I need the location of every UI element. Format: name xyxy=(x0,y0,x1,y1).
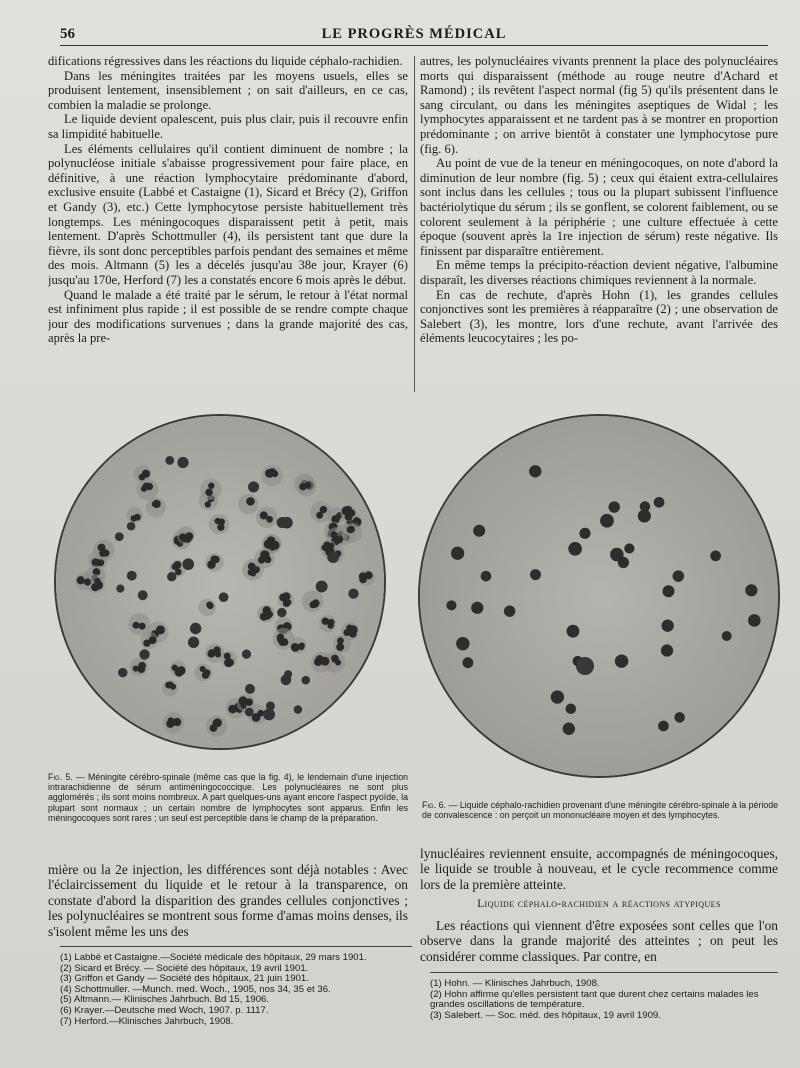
cell xyxy=(206,715,228,737)
section-heading: Liquide céphalo-rachidien a réactions atypiques xyxy=(477,898,721,910)
cell xyxy=(294,473,315,494)
cell xyxy=(75,572,93,590)
lymphocyte xyxy=(245,684,255,694)
cell xyxy=(163,712,184,733)
paragraph: Le liquide devient opalescent, puis plus clair, puis il recouvre enfin sa limpidité habituelle. xyxy=(48,112,408,141)
lymphocyte xyxy=(662,620,674,632)
figure-6-micrograph xyxy=(418,414,780,778)
left-column-lower xyxy=(48,862,408,938)
cell xyxy=(277,592,293,608)
lymphocyte xyxy=(600,514,614,528)
paragraph: Dans les méningites traitées par les moyens usuels, elles se produisent lentement, insensiblement ; on sait d'ailleurs, en ce cas, combien la maladie se prolonge. xyxy=(48,68,408,112)
paragraph: autres, les polynucléaires vivants prennent la place des polynucléaires morts qui disparaissent (méthode au rouge neutre d'Achard et Ramond) ; ils revêtent l'aspect normal (fig 5) qu'ils présentent dans le sang circulant, ou dans les méningites aseptiques de Widal ; les lymphocytes apparaissent et ne tardent pas à se montrer en proportion prédominante ; on arrive bientôt à constater une lymphocytose pure (fig. 6). xyxy=(420,54,778,156)
footnote: (5) Altmann.— Klinisches Jahrbuch. Bd 15, 1906. xyxy=(60,995,270,1006)
figure-5-caption xyxy=(48,772,408,823)
cell xyxy=(130,658,148,676)
lymphocyte xyxy=(456,637,469,650)
lymphocyte xyxy=(551,690,564,703)
cell xyxy=(146,497,166,517)
cell xyxy=(238,494,258,514)
footnote: (7) Herford.—Klinisches Jahrbuch, 1908. xyxy=(60,1016,234,1027)
lymphocyte xyxy=(661,644,673,656)
footnote: (3) Salebert. — Soc. méd. des hôpitaux, 19 avril 1909. xyxy=(430,1010,661,1021)
footnote: (4) Schottmuller. —Munch. med. Woch., 1905, nos 34, 35 et 36. xyxy=(60,984,331,995)
cell xyxy=(194,664,212,682)
paragraph: En même temps la précipito-réaction devient négative, l'albumine disparaît, les diverses réactions chimiques reviennent à la normale. xyxy=(420,258,778,287)
cell xyxy=(221,651,237,667)
lymphocyte xyxy=(190,623,201,634)
cell xyxy=(333,635,351,653)
footnote: (6) Krayer.—Deutsche med Woch, 1907. p. 1117. xyxy=(60,1005,269,1016)
lymphocyte xyxy=(608,501,619,512)
right-column-lower xyxy=(420,846,778,892)
lymphocyte xyxy=(638,509,651,522)
lymphocyte xyxy=(563,723,575,735)
lymphocyte xyxy=(662,585,674,597)
lymphocyte xyxy=(658,721,669,732)
figure-5-micrograph xyxy=(54,414,386,750)
lymphocyte xyxy=(462,657,473,668)
cell xyxy=(128,613,150,635)
lymphocyte xyxy=(115,532,124,541)
journal-title: LE PROGRÈS MÉDICAL xyxy=(321,26,507,42)
lymphocyte xyxy=(167,572,176,581)
cell xyxy=(261,465,282,486)
lymphocyte xyxy=(245,708,254,717)
cell xyxy=(342,523,362,543)
footnotes-right xyxy=(430,972,778,1021)
lymphocyte xyxy=(567,625,580,638)
lymphocyte xyxy=(242,650,251,659)
paragraph: Les éléments cellulaires qu'il contient diminuent de nombre ; la polynucléose initiale s'abaisse progressivement pour faire place, en définitive, à une réaction lymphocytaire prédominante d'abord, exclusive ensuite (Labbé et Castaigne (1), Sicard et Brécy (2), Griffon et Gandy (3), etc.) Cette lymphocytose persiste habituellement très longtemps. Les méningocoques disparaissent petit à petit, mais lentement. D'après Schottmuller (4), ils persistent tant que dure la fièvre, ils sont donc perceptibles parfois pendant des semaines et même des mois. Altmann (5) les a décelés jusqu'au 38e jour, Krayer (6) jusqu'au 170e, Herford (7) les a constatés encore 6 mois après le début. xyxy=(48,141,408,287)
paragraph: En cas de rechute, d'après Hohn (1), les grandes cellules conjonctives sont les premières à réapparaître (2) ; une observation de Salebert (3), les montre, lors d'une rechute, avant l'arrivée des éléments leucocytaires ; les po- xyxy=(420,287,778,346)
right-column-section xyxy=(420,918,778,966)
left-column-upper xyxy=(48,54,408,392)
right-column-upper xyxy=(420,54,778,392)
lymphocyte xyxy=(316,581,328,593)
lymphocyte xyxy=(116,585,124,593)
lymphocyte xyxy=(127,571,137,581)
cell xyxy=(255,548,275,568)
cell xyxy=(162,680,178,696)
mononuclear-cell xyxy=(576,657,594,675)
footnote: (3) Griffon et Gandy — Société des hôpitaux, 21 juin 1901. xyxy=(60,974,309,985)
lymphocyte xyxy=(530,569,541,580)
cell xyxy=(256,507,278,529)
cell xyxy=(93,539,114,560)
cell xyxy=(177,526,195,544)
paragraph: lynucléaires reviennent ensuite, accompagnés de méningocoques, le liquide se trouble à nouveau, et le cycle recommence comme lors de la première atteinte. xyxy=(420,846,778,892)
figure-5-label: Fig. 5. xyxy=(48,772,73,782)
lymphocyte xyxy=(248,481,259,492)
footnote: (2) Sicard et Brécy. — Société des hôpitaux, 19 avril 1901. xyxy=(60,963,309,974)
lymphocyte xyxy=(182,558,194,570)
lymphocyte xyxy=(710,550,721,561)
lymphocyte xyxy=(188,637,199,648)
lymphocyte xyxy=(294,705,303,714)
page-number: 56 xyxy=(60,26,75,42)
lymphocyte xyxy=(219,592,229,602)
cell xyxy=(257,605,275,623)
footnote: (1) Labbé et Castaigne.—Société médicale des hôpitaux, 29 mars 1901. xyxy=(60,953,367,963)
lymphocyte xyxy=(624,543,634,553)
lymphocyte xyxy=(277,517,288,528)
lymphocyte xyxy=(348,588,358,598)
figure-6-label: Fig. 6. xyxy=(422,800,447,810)
lymphocyte xyxy=(177,457,188,468)
paragraph: mière ou la 2e injection, les différences sont déjà notables : Avec l'éclaircissement du liquide et le retour à la transparence, on constate d'abord la disparition des grandes cellules conjonctives ; les polynucléaires se montrent sous forme d'amas moins denses, ils s'isolent même les uns des xyxy=(48,862,408,938)
lymphocyte xyxy=(529,465,541,477)
cell xyxy=(302,590,324,612)
lymphocyte xyxy=(451,547,464,560)
footnotes-left xyxy=(60,946,412,1027)
cell xyxy=(134,465,151,482)
lymphocyte xyxy=(568,542,582,556)
lymphocyte xyxy=(610,548,624,562)
cell xyxy=(311,652,332,673)
footnote: (2) Hohn affirme qu'elles persistent tant que durent chez certains malades les grandes oscillations de température. xyxy=(430,989,759,1011)
lymphocyte xyxy=(118,668,127,677)
lymphocyte xyxy=(481,571,492,582)
lymphocyte xyxy=(446,600,456,610)
figure-6-caption-text: — Liquide céphalo-rachidien provenant d'une méningite cérébro-spinale à la période de convalescence : on perçoit un mononucléaire moyen et des lymphocytes. xyxy=(422,800,778,821)
lymphocyte xyxy=(748,614,761,627)
cell xyxy=(200,479,221,500)
lymphocyte xyxy=(471,602,483,614)
cell xyxy=(358,570,374,586)
cell xyxy=(340,505,356,521)
lymphocyte xyxy=(473,525,485,537)
lymphocyte xyxy=(327,551,339,563)
cell xyxy=(290,637,306,653)
cell xyxy=(209,514,229,534)
page-header xyxy=(60,26,768,46)
lymphocyte xyxy=(674,712,684,722)
cell xyxy=(319,615,336,632)
lymphocyte xyxy=(615,654,628,667)
cell xyxy=(310,501,331,522)
lymphocyte xyxy=(277,608,286,617)
lymphocyte xyxy=(139,649,149,659)
lymphocyte xyxy=(263,709,275,721)
cell xyxy=(205,553,223,571)
paragraph: Quand le malade a été traité par le sérum, le retour à l'état normal est infiniment plus rapide ; il est possible de se rendre compte chaque jour des modifications survenues ; dans la grande majorité des cas, après la pre- xyxy=(48,287,408,346)
lymphocyte xyxy=(722,631,732,641)
paragraph: Au point de vue de la teneur en méningocoques, on note d'abord la diminution de leur nombre (fig. 5) ; ceux qui étaient extra-cellulaires sont inclus dans les cellules ; tous ou la plupart subissent l'influence bactériolytique du sérum ; ils se gonflent, se colorent faiblement, ou se colorent seulement à la périphérie ; une culture effectuée à cette époque (souvent après la 1re injection de sérum) reste négative. Ils finissent par disparaître entièrement. xyxy=(420,156,778,258)
paragraph: difications régressives dans les réactions du liquide céphalo-rachidien. xyxy=(48,54,403,68)
lymphocyte xyxy=(566,703,577,714)
cell xyxy=(126,507,143,524)
lymphocyte xyxy=(165,456,174,465)
cell xyxy=(198,599,216,617)
paragraph: Les réactions qui viennent d'être exposées sont celles que l'on observe dans la grande majorité des atteintes ; on peut les considérer comme classiques. Par contre, en xyxy=(420,918,778,964)
figure-5-caption-text: — Méningite cérébro-spinale (même cas que la fig. 4), le lendemain d'une injection intrarachidienne de sérum antiméningococcique. Les polynucléaires ne sont plus agglomérés ; ils sont moins nombreux. A part quelques-uns ayant encore l'aspect pyoïde, la plupart sont normaux ; un certain nombre de lymphocytes sont apparus. Enfin les méningocoques sont rares ; un seul est perceptible dans le champ de la préparation. xyxy=(48,772,408,823)
column-divider xyxy=(414,56,415,392)
lymphocyte xyxy=(284,670,292,678)
lymphocyte xyxy=(579,528,590,539)
lymphocyte xyxy=(301,676,310,685)
lymphocyte xyxy=(138,590,148,600)
cell xyxy=(170,661,186,677)
lymphocyte xyxy=(673,570,685,582)
figure-6-caption xyxy=(422,800,778,820)
lymphocyte xyxy=(127,522,136,531)
footnote: (1) Hohn. — Klinisches Jahrbuch, 1908. xyxy=(430,979,600,989)
lymphocyte xyxy=(745,584,757,596)
lymphocyte xyxy=(654,497,665,508)
lymphocyte xyxy=(504,605,515,616)
